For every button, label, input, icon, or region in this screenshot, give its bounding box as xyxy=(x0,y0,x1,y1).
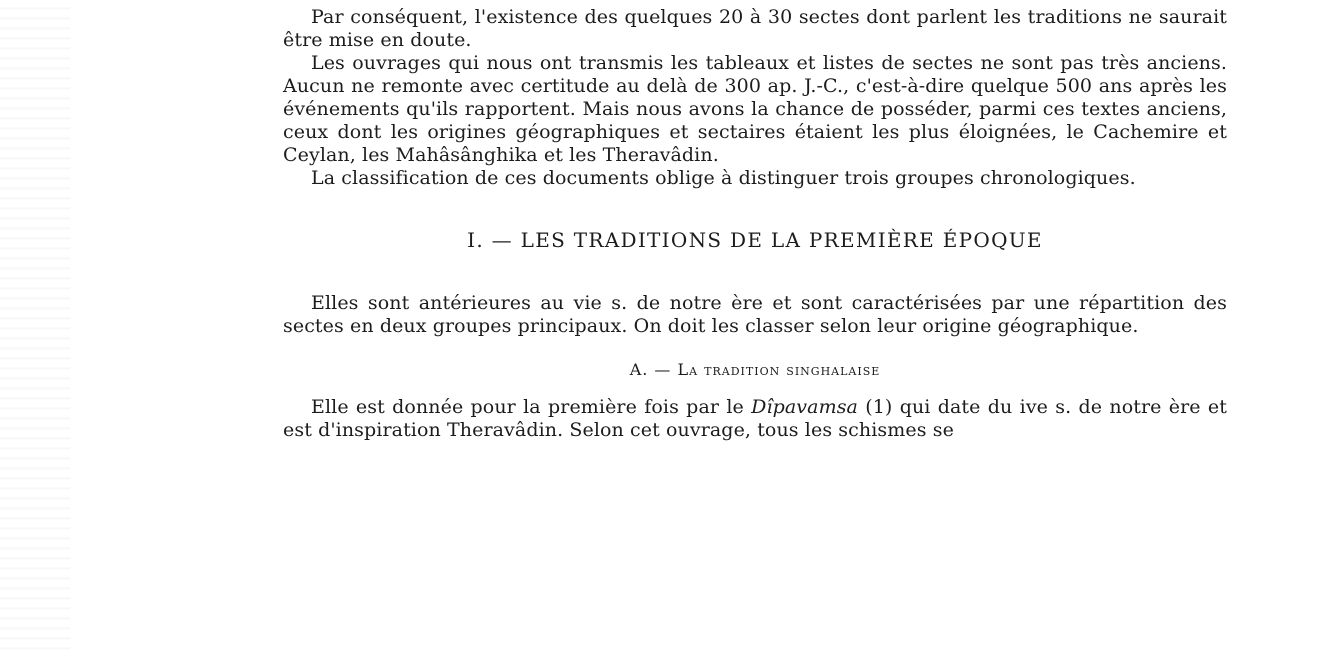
paragraph-3: La classification de ces documents oblige à distinguer trois groupes chronologiques. xyxy=(311,167,1136,189)
paragraph-1: Par conséquent, l'existence des quelques 20 à 30 sectes dont parlent les traditions ne saurait être mise en doute. xyxy=(283,6,1227,51)
section-heading: I. — LES TRADITIONS DE LA PREMIÈRE ÉPOQUE xyxy=(467,228,1043,252)
subsection-paragraph-after: (1) qui date du ive s. de notre ère et est d'inspiration Theravâdin. Selon cet ouvrage, tous les schismes se xyxy=(283,396,1227,441)
text-column xyxy=(283,6,1227,442)
subsection-paragraph xyxy=(283,396,1227,442)
book-title: Dîpavamsa xyxy=(751,396,858,418)
subsection-paragraph-before: Elle est donnée pour la première fois par le xyxy=(311,396,752,418)
section-paragraph: Elles sont antérieures au vie s. de notre ère et sont caractérisées par une répartition des sectes en deux groupes principaux. On doit les classer selon leur origine géographique. xyxy=(283,292,1227,337)
paragraph-2: Les ouvrages qui nous ont transmis les tableaux et listes de sectes ne sont pas très anciens. Aucun ne remonte avec certitude au delà de 300 ap. J.-C., c'est-à-dire quelque 500 ans après les événements qu'ils rapportent. Mais nous avons la chance de posséder, parmi ces textes anciens, ceux dont les origines géographiques et sectaires étaient les plus éloignées, le Cachemire et Ceylan, les Mahâsânghika et les Theravâdin. xyxy=(283,52,1227,166)
scan-edge-noise xyxy=(0,0,70,656)
subsection-heading: A. — La tradition singhalaise xyxy=(629,360,881,379)
